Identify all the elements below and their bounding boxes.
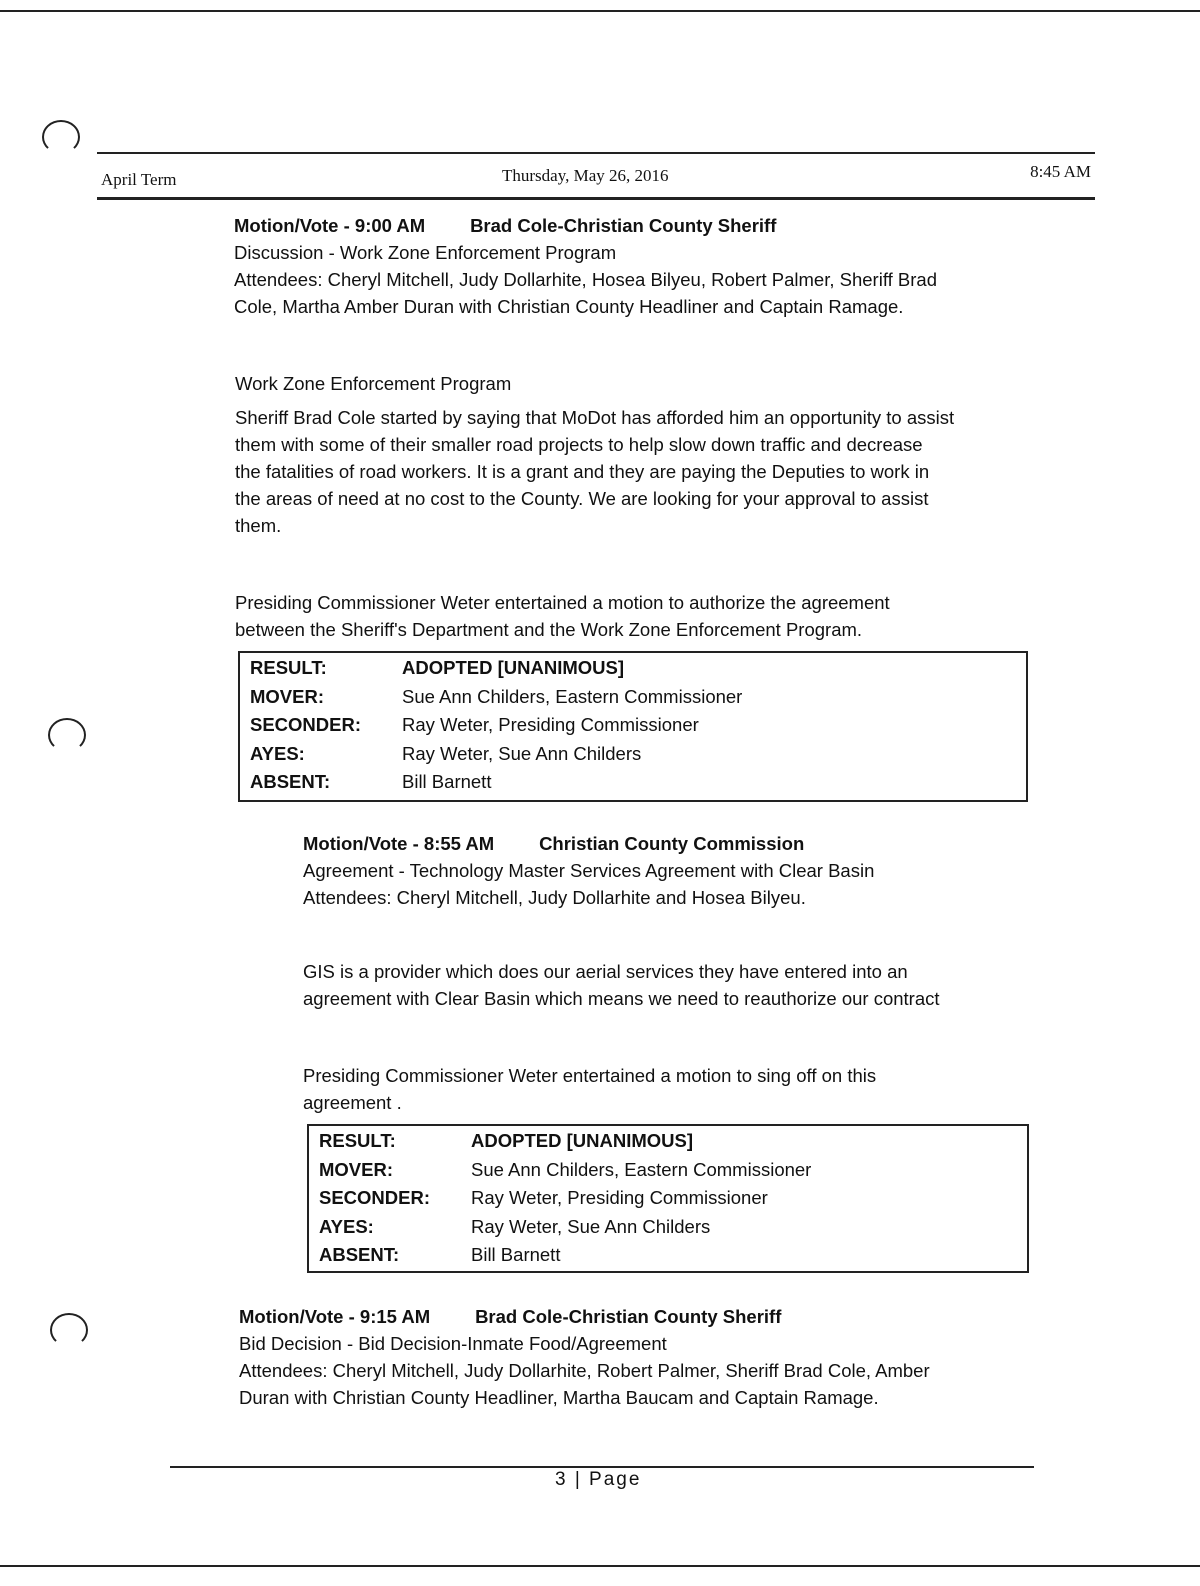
body-line: GIS is a provider which does our aerial services they have entered into an	[303, 961, 908, 982]
mover-label: MOVER:	[319, 1158, 393, 1180]
punch-hole	[48, 718, 86, 752]
seconder-value: Ray Weter, Presiding Commissioner	[402, 714, 699, 735]
body-line: the fatalities of road workers. It is a grant and they are paying the Deputies to work in	[235, 461, 930, 482]
mover-row	[319, 1159, 1017, 1188]
ayes-row	[250, 743, 1016, 772]
motion-text-2	[303, 1062, 876, 1116]
motion-line: Presiding Commissioner Weter entertained a motion to authorize the agreement	[235, 592, 890, 613]
subject-line: Bid Decision - Bid Decision-Inmate Food/Agreement	[239, 1333, 667, 1354]
meeting-time: 8:45 AM	[1030, 162, 1091, 181]
attendees-line: Attendees: Cheryl Mitchell, Judy Dollarhite, Hosea Bilyeu, Robert Palmer, Sheriff Brad	[234, 269, 937, 290]
motion-line: Presiding Commissioner Weter entertained a motion to sing off on this	[303, 1065, 877, 1086]
absent-row	[250, 771, 1016, 800]
result-value: ADOPTED [UNANIMOUS]	[471, 1130, 693, 1151]
motion-line: between the Sheriff's Department and the Work Zone Enforcement Program.	[235, 619, 863, 640]
seconder-row	[250, 714, 1016, 743]
seconder-label: SECONDER:	[319, 1187, 431, 1208]
discussion-body-2	[303, 958, 940, 1012]
ayes-row	[319, 1216, 1017, 1245]
motion-time: 9:00 AM	[354, 215, 426, 236]
body-line: the areas of need at no cost to the County. We are looking for your approval to assist	[235, 488, 929, 509]
topic-heading: Work Zone Enforcement Program	[235, 373, 512, 394]
punch-hole	[50, 1313, 88, 1347]
mover-row	[250, 686, 1016, 715]
body-line: them.	[235, 515, 282, 536]
page-number: 3 | Page	[555, 1469, 642, 1490]
motion-time: 8:55 AM	[423, 833, 495, 854]
attendees-line: Attendees: Cheryl Mitchell, Judy Dollarhite, Robert Palmer, Sheriff Brad Cole, Amber	[239, 1360, 930, 1381]
attendees-line: Cole, Martha Amber Duran with Christian County Headliner and Captain Ramage.	[234, 296, 904, 317]
meeting-date: Thursday, May 26, 2016	[502, 166, 669, 185]
motion-label: Motion/Vote -	[239, 1306, 355, 1327]
attendees-line: Attendees: Cheryl Mitchell, Judy Dollarhite and Hosea Bilyeu.	[303, 887, 806, 908]
mover-value: Sue Ann Childers, Eastern Commissioner	[471, 1158, 812, 1180]
ayes-value: Ray Weter, Sue Ann Childers	[471, 1215, 711, 1237]
motion-header-2	[303, 830, 874, 911]
presenter: Christian County Commission	[539, 833, 805, 854]
ayes-value: Ray Weter, Sue Ann Childers	[402, 742, 642, 764]
motion-line: agreement .	[303, 1092, 402, 1113]
term-label: April Term	[101, 170, 177, 189]
seconder-label: SECONDER:	[250, 714, 362, 735]
body-line: them with some of their smaller road projects to help slow down traffic and decrease	[235, 434, 923, 455]
vote-result-table-1	[238, 651, 1028, 802]
mover-value: Sue Ann Childers, Eastern Commissioner	[402, 685, 743, 707]
subject-line: Agreement - Technology Master Services Agreement with Clear Basin	[303, 860, 875, 881]
result-row	[250, 657, 1016, 686]
result-label: RESULT:	[319, 1130, 396, 1151]
footer-rule	[170, 1466, 1034, 1468]
body-line: agreement with Clear Basin which means we need to reauthorize our contract	[303, 988, 940, 1009]
seconder-row	[319, 1187, 1017, 1216]
ayes-label: AYES:	[319, 1215, 374, 1237]
motion-label: Motion/Vote -	[303, 833, 419, 854]
result-value: ADOPTED [UNANIMOUS]	[402, 657, 624, 678]
motion-time: 9:15 AM	[359, 1306, 431, 1327]
vote-result-table-2	[307, 1124, 1029, 1273]
result-row	[319, 1130, 1017, 1159]
body-line: Sheriff Brad Cole started by saying that MoDot has afforded him an opportunity to assist	[235, 407, 955, 428]
mover-label: MOVER:	[250, 685, 324, 707]
discussion-body-1	[235, 404, 954, 539]
attendees-line: Duran with Christian County Headliner, Martha Baucam and Captain Ramage.	[239, 1387, 879, 1408]
presenter: Brad Cole-Christian County Sheriff	[475, 1306, 782, 1327]
subject-line: Discussion - Work Zone Enforcement Program	[234, 242, 617, 263]
motion-header-3	[239, 1303, 930, 1411]
absent-value: Bill Barnett	[402, 771, 492, 792]
motion-label: Motion/Vote -	[234, 215, 350, 236]
seconder-value: Ray Weter, Presiding Commissioner	[471, 1187, 768, 1208]
scan-edge-bottom	[0, 1565, 1200, 1567]
ayes-label: AYES:	[250, 742, 305, 764]
punch-hole	[42, 120, 80, 154]
page-header	[97, 152, 1095, 200]
absent-label: ABSENT:	[319, 1244, 400, 1265]
motion-header-1	[234, 212, 937, 320]
absent-label: ABSENT:	[250, 771, 331, 792]
presenter: Brad Cole-Christian County Sheriff	[470, 215, 777, 236]
motion-text-1	[235, 589, 890, 643]
result-label: RESULT:	[250, 657, 327, 678]
absent-value: Bill Barnett	[471, 1244, 561, 1265]
scan-edge-top	[0, 10, 1200, 12]
absent-row	[319, 1244, 1017, 1273]
